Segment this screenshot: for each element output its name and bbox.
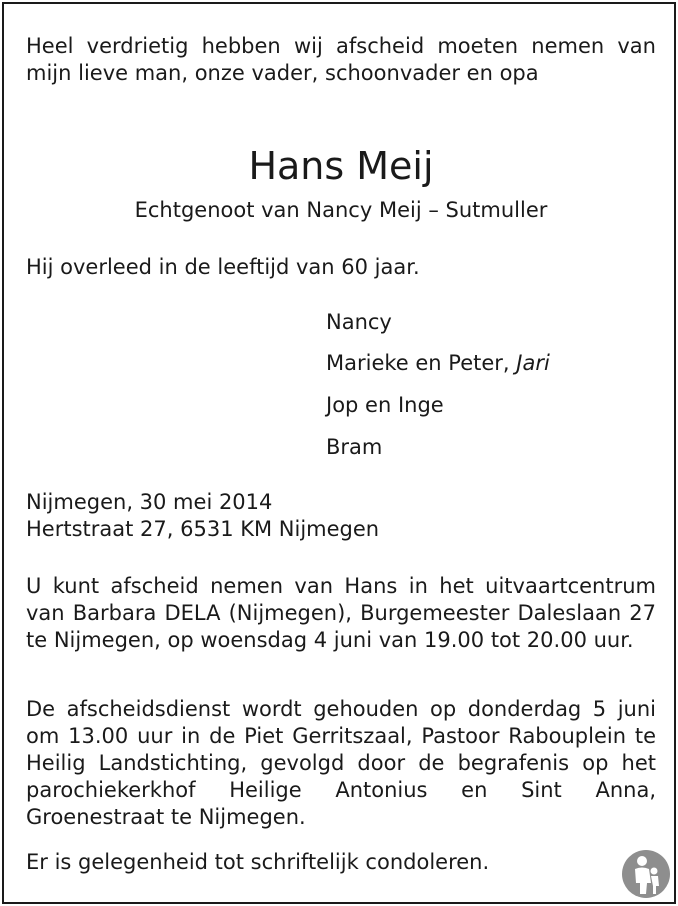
farewell-text: U kunt afscheid nemen van Hans in het uitvaartcentrum van Barbara DELA (Nijmegen), Burgemeester Daleslaan 27 te Nijmegen, op woensdag 4 juni van 19.00 tot 20.00 uur. (26, 574, 656, 652)
memorial-logo-icon (621, 849, 671, 899)
family-member-3: Jop en Inge (326, 393, 444, 417)
age-line: Hij overleed in de leeftijd van 60 jaar. (26, 255, 420, 279)
family-member-4: Bram (326, 435, 383, 459)
condolence-text: Er is gelegenheid tot schriftelijk condoleren. (26, 850, 490, 874)
service-text: De afscheidsdienst wordt gehouden op donderdag 5 juni om 13.00 uur in de Piet Gerritszaal, Pastoor Rabouplein te Heilig Landstichting, gevolgd door de begrafenis op het parochiekerkhof Heilige Antonius en Sint Anna, Groenestraat te Nijmegen. (26, 697, 656, 829)
address: Hertstraat 27, 6531 KM Nijmegen (26, 517, 380, 541)
place-date: Nijmegen, 30 mei 2014 (26, 490, 273, 514)
family-member-2-main: Marieke en Peter, (326, 351, 517, 375)
deceased-name: Hans Meij (248, 144, 434, 188)
family-member-2-grandchild: Jari (516, 351, 550, 375)
spouse-line: Echtgenoot van Nancy Meij – Sutmuller (134, 198, 548, 222)
family-member-1: Nancy (326, 310, 392, 334)
intro-text: Heel verdrietig hebben wij afscheid moeten nemen van mijn lieve man, onze vader, schoonvader en opa (26, 34, 656, 85)
announcement-frame (2, 2, 676, 904)
family-member-2 (326, 350, 550, 377)
